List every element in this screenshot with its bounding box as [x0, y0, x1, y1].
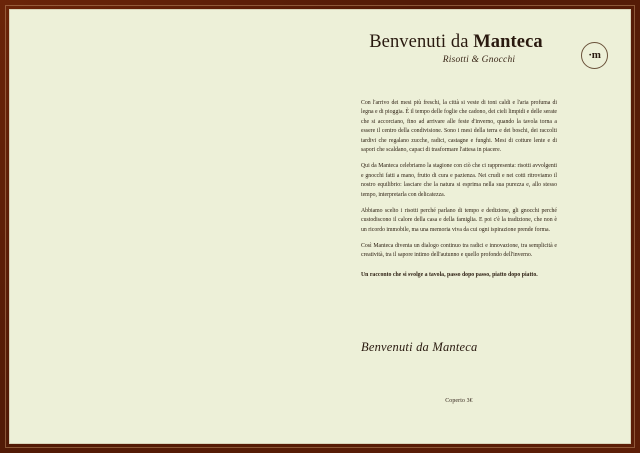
page-title-bold: Manteca — [473, 32, 543, 52]
cover-charge-note: Coperto 3€ — [445, 398, 473, 404]
page-subtitle: Risotti & Gnocchi — [442, 55, 516, 66]
closing-statement: Un racconto che si svolge a tavola, passo dopo passo, piatto dopo piatto. — [361, 271, 538, 278]
signature-line: Benvenuti da Manteca — [361, 340, 478, 354]
welcome-paragraph-4: Così Manteca diventa un dialogo continuo tra radici e innovazione, tra semplicità e creatività, tra il sapore intimo dell'autunno e quello profondo dell'inverno. — [361, 243, 557, 259]
monogram-glyph: ·m — [588, 49, 601, 61]
menu-page-sheet — [9, 9, 631, 444]
page-title — [349, 33, 563, 52]
manteca-monogram-icon — [581, 42, 608, 69]
welcome-paragraph-3: Abbiamo scelto i risotti perché parlano di tempo e dedizione, gli gnocchi perché custodiscono il calore della casa e della famiglia. E poi c'è la tradizione, che non è un ricordo immobile, ma una memoria viva da cui ogni ispirazione prende forma. — [361, 207, 557, 233]
page-title-light: Benvenuti da — [369, 32, 474, 52]
welcome-paragraph-2: Qui da Manteca celebriamo la stagione con ciò che ci rappresenta: risotti avvolgenti e gnocchi fatti a mano, frutto di cura e pazienza. Nei crudi e nei cotti ritroviamo il nostro equilibrio: lasciare che la natura si esprima nella sua purezza e, allo stesso tempo, interpretarla con delicatezza. — [361, 163, 557, 198]
menu-header — [349, 33, 563, 65]
welcome-copy — [361, 99, 557, 280]
welcome-paragraph-1: Con l'arrivo dei mesi più freschi, la città si veste di toni caldi e l'aria profuma di legna e di pioggia. È il tempo delle foglie che cadono, dei cieli limpidi e delle serate che si accorciano, fino ad arrivare alle feste d'inverno, quando la tavola torna a essere il centro della condivisione. Sono i mesi della terra e dei boschi, dei raccolti tardivi che regalano zucche, radici, castagne e funghi. Mesi di cotture lente e di sapori che scaldano, capaci di trasformare l'attesa in piacere. — [361, 100, 557, 153]
